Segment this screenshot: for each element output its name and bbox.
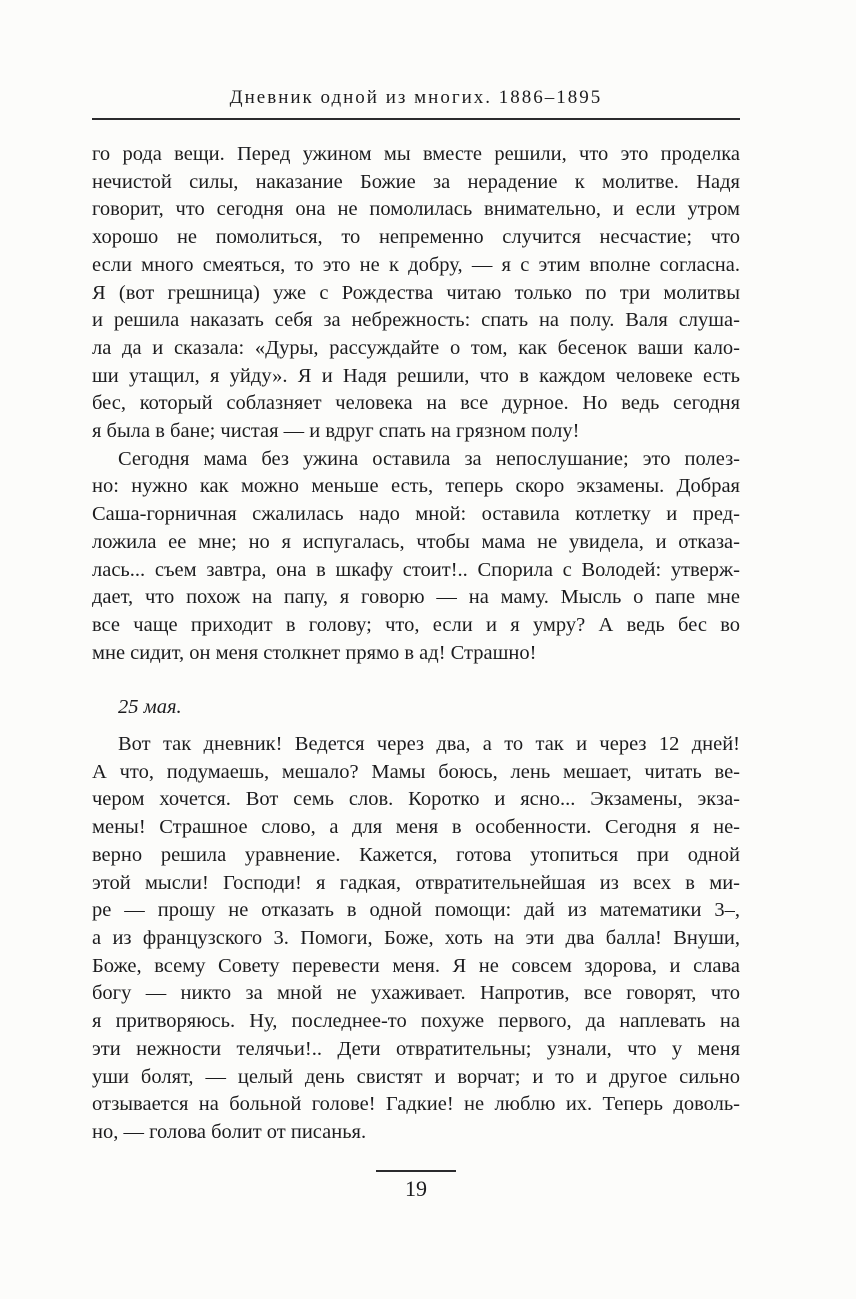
text-line: ши утащил, я уйду». Я и Надя решили, что в каждом человеке есть: [92, 364, 740, 387]
page-number: 19: [405, 1176, 427, 1201]
paragraph: [92, 141, 740, 446]
text-line: и решила наказать себя за небрежность: спать на полу. Валя слуша-: [92, 309, 740, 332]
text-line: Сегодня мама без ужина оставила за непослушание; это полез-: [118, 447, 740, 470]
text-line: ре — прошу не отказать в одной помощи: дай из математики 3–,: [92, 899, 740, 922]
paragraph: [92, 731, 740, 1147]
text-line: чером хочется. Вот семь слов. Коротко и ясно... Экзамены, экза-: [92, 788, 740, 811]
text-line: а из французского 3. Помоги, Боже, хоть на эти два балла! Внуши,: [92, 926, 740, 949]
text-line: хорошо не помолиться, то непременно случится несчастие; что: [92, 226, 740, 249]
text-line: эти нежности телячьи!.. Дети отвратительны; узнали, что у меня: [92, 1037, 740, 1060]
text-line: ла да и сказала: «Дуры, рассуждайте о том, как бесенок ваши кало-: [92, 336, 740, 359]
page-footer: [92, 1170, 740, 1201]
text-line: мне сидит, он меня столкнет прямо в ад! Страшно!: [92, 641, 537, 664]
text-line: А что, подумаешь, мешало? Мамы боюсь, лень мешает, читать ве-: [92, 760, 740, 783]
text-line: богу — никто за мной не ухаживает. Напротив, все говорят, что: [92, 982, 740, 1005]
text-line: верно решила уравнение. Кажется, готова утопиться при одной: [92, 843, 740, 866]
text-line: но, — голова болит от писанья.: [92, 1120, 367, 1143]
paragraph: [92, 446, 740, 668]
running-header: [92, 86, 740, 128]
text-line: бес, который соблазняет человека на все дурное. Но ведь сегодня: [92, 392, 740, 415]
text-line: Саша-горничная сжалилась надо мной: оставила котлетку и пред-: [92, 503, 740, 526]
text-line: ложила ее мне; но я испугалась, чтобы мама не увидела, и отказа-: [92, 530, 740, 553]
text-line: я была в бане; чистая — и вдруг спать на грязном полу!: [92, 420, 580, 443]
text-line: мены! Страшное слово, а для меня в особенности. Сегодня я не-: [92, 816, 740, 839]
page-text: [92, 141, 740, 1147]
text-line: дает, что похож на папу, я говорю — на маму. Мысль о папе мне: [92, 586, 740, 609]
running-header-title: Дневник одной из многих. 1886–1895: [229, 87, 603, 108]
footer-rule: [376, 1170, 456, 1172]
entry-date-heading: 25 мая.: [118, 696, 182, 719]
text-line: этой мысли! Господи! я гадкая, отвратительнейшая из всех в ми-: [92, 871, 740, 894]
header-rule: [92, 118, 740, 120]
text-line: я притворяюсь. Ну, последнее-то похуже первого, да наплевать на: [92, 1010, 740, 1033]
text-line: го рода вещи. Перед ужином мы вместе решили, что это проделка: [92, 143, 740, 165]
text-line: уши болят, — целый день свистят и ворчат; и то и другое сильно: [92, 1065, 740, 1088]
text-line: Вот так дневник! Ведется через два, а то так и через 12 дней!: [118, 733, 740, 756]
text-line: все чаще приходит в голову; что, если и я умру? А ведь бес во: [92, 613, 740, 636]
text-line: отзывается на больной голове! Гадкие! не люблю их. Теперь доволь-: [92, 1093, 740, 1116]
text-line: говорит, что сегодня она не помолилась внимательно, и если утром: [92, 198, 740, 221]
text-line: Боже, всему Совету перевести меня. Я не совсем здорова, и слава: [92, 954, 740, 977]
text-line: лась... съем завтра, она в шкафу стоит!.. Спорила с Володей: утверж-: [92, 558, 740, 581]
text-line: если много смеяться, то это не к добру, — я с этим вполне согласна.: [92, 253, 740, 276]
text-line: нечистой силы, наказание Божие за нерадение к молитве. Надя: [92, 170, 740, 193]
text-line: Я (вот грешница) уже с Рождества читаю только по три молитвы: [92, 281, 740, 304]
text-line: но: нужно как можно меньше есть, теперь скоро экзамены. Добрая: [92, 475, 740, 498]
